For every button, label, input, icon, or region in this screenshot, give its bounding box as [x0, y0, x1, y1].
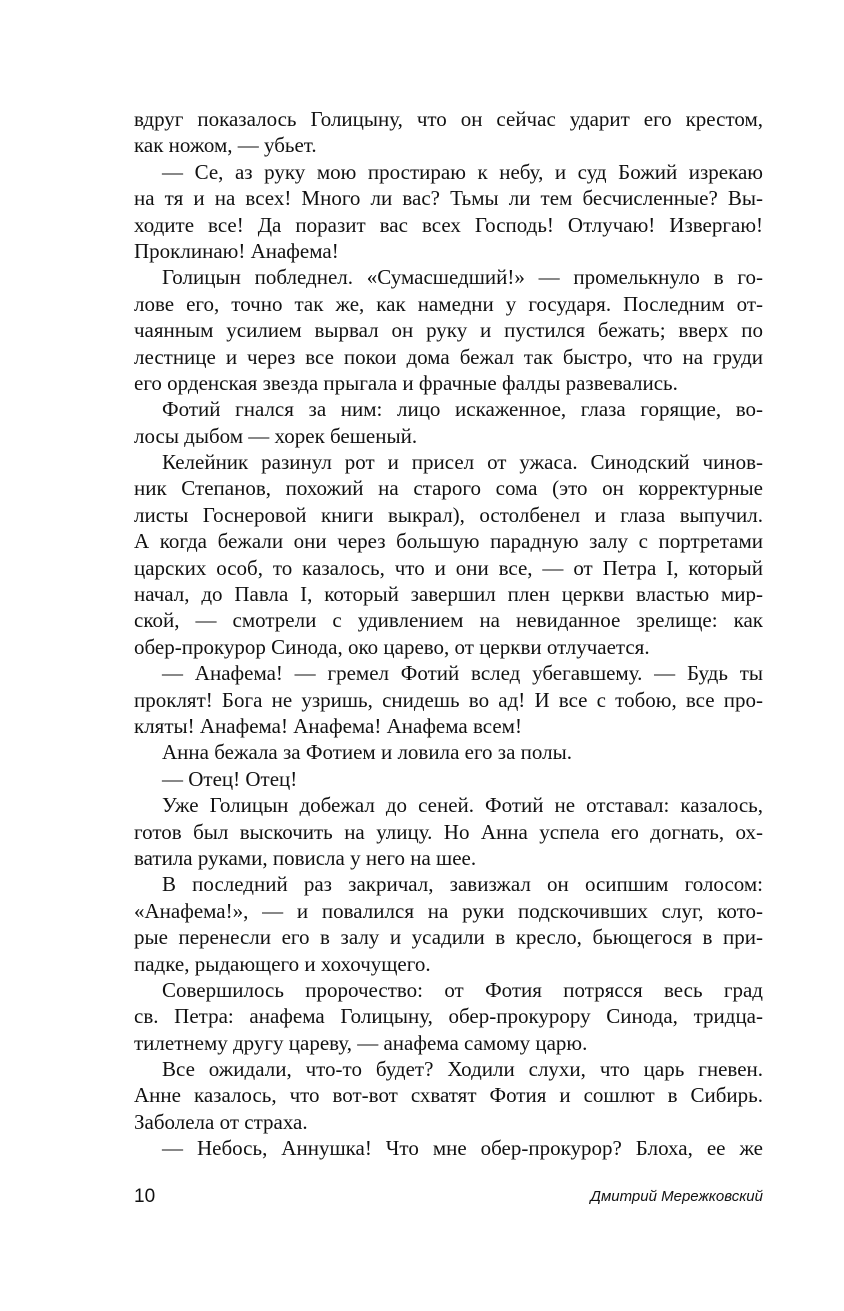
text-line: Голицын побледнел. «Сумасшедший!» — промелькнуло в го- [162, 265, 763, 290]
running-footer-author: Дмитрий Мережковский [590, 1188, 763, 1205]
text-line: — Се, аз руку мою простираю к небу, и суд Божий изрекаю [162, 159, 763, 184]
text-line: листы Госнеровой книги выкрал), остолбенел и глаза выпучил. [134, 502, 763, 527]
text-line: ской, — смотрели с удивлением на невиданное зрелище: как [134, 608, 763, 633]
text-line: на тя и на всех! Много ли вас? Тьмы ли тем бесчисленные? Вы- [134, 186, 763, 211]
text-line: св. Петра: анафема Голицыну, обер-прокурору Синода, тридца- [134, 1004, 763, 1029]
text-line: Уже Голицын добежал до сеней. Фотий не отставал: казалось, [162, 793, 763, 818]
text-line: ник Степанов, похожий на старого сома (это он корректурные [134, 476, 763, 501]
text-line: ходите все! Да поразит вас всех Господь! Отлучаю! Извергаю! [134, 212, 763, 237]
text-line: — Отец! Отец! [162, 766, 298, 791]
text-line: Совершилось пророчество: от Фотия потрясся весь град [162, 977, 763, 1002]
text-line: его орденская звезда прыгала и фрачные фалды развевались. [134, 370, 678, 395]
text-line: ватила руками, повисла у него на шее. [134, 845, 477, 870]
text-line: готов был выскочить на улицу. Но Анна успела его догнать, ох- [134, 819, 763, 844]
text-line: кляты! Анафема! Анафема! Анафема всем! [134, 713, 522, 738]
page-footer [134, 1186, 763, 1212]
text-line: лосы дыбом — хорек бешеный. [134, 423, 418, 448]
text-line: Анна бежала за Фотием и ловила его за полы. [162, 740, 572, 765]
text-line: «Анафема!», — и повалился на руки подскочивших слуг, кото- [134, 898, 763, 923]
text-line: начал, до Павла I, который завершил плен церкви властью мир- [134, 582, 763, 607]
text-line: обер-прокурор Синода, око царево, от церкви отлучается. [134, 634, 650, 659]
text-line: вдруг показалось Голицыну, что он сейчас ударит его крестом, [134, 107, 763, 131]
page-number: 10 [134, 1186, 156, 1207]
text-line: Проклинаю! Анафема! [134, 238, 339, 263]
text-line: падке, рыдающего и хохочущего. [134, 951, 431, 976]
text-line: рые перенесли его в залу и усадили в кресло, бьющегося в при- [134, 925, 763, 950]
text-line: лове его, точно так же, как намедни у государя. Последним от- [134, 291, 763, 316]
text-line: А когда бежали они через большую парадную залу с портретами [134, 529, 763, 554]
text-line: царских особ, то казалось, что и они все, — от Петра I, который [134, 555, 763, 580]
text-line: Заболела от страха. [134, 1109, 308, 1134]
text-line: — Анафема! — гремел Фотий вслед убегавшему. — Будь ты [162, 661, 763, 686]
text-line: В последний раз закричал, завизжал он осипшим голосом: [162, 872, 763, 897]
text-line: проклят! Бога не узришь, снидешь во ад! И все с тобою, все про- [134, 687, 763, 712]
text-line: тилетнему другу цареву, — анафема самому царю. [134, 1030, 588, 1055]
page-body-text [134, 106, 763, 1162]
text-line: чаянным усилием вырвал он руку и пустился бежать; вверх по [134, 318, 763, 343]
text-line: Фотий гнался за ним: лицо искаженное, глаза горящие, во- [162, 397, 763, 422]
text-line: лестнице и через все покои дома бежал так быстро, что на груди [134, 344, 763, 369]
text-line: Анне казалось, что вот-вот схватят Фотия и сошлют в Сибирь. [134, 1083, 763, 1108]
text-line: Все ожидали, что-то будет? Ходили слухи, что царь гневен. [162, 1057, 763, 1082]
text-line: Келейник разинул рот и присел от ужаса. Синодский чинов- [162, 450, 763, 475]
text-line: как ножом, — убьет. [134, 133, 317, 158]
text-line: — Небось, Аннушка! Что мне обер-прокурор? Блоха, ее же [162, 1136, 763, 1161]
